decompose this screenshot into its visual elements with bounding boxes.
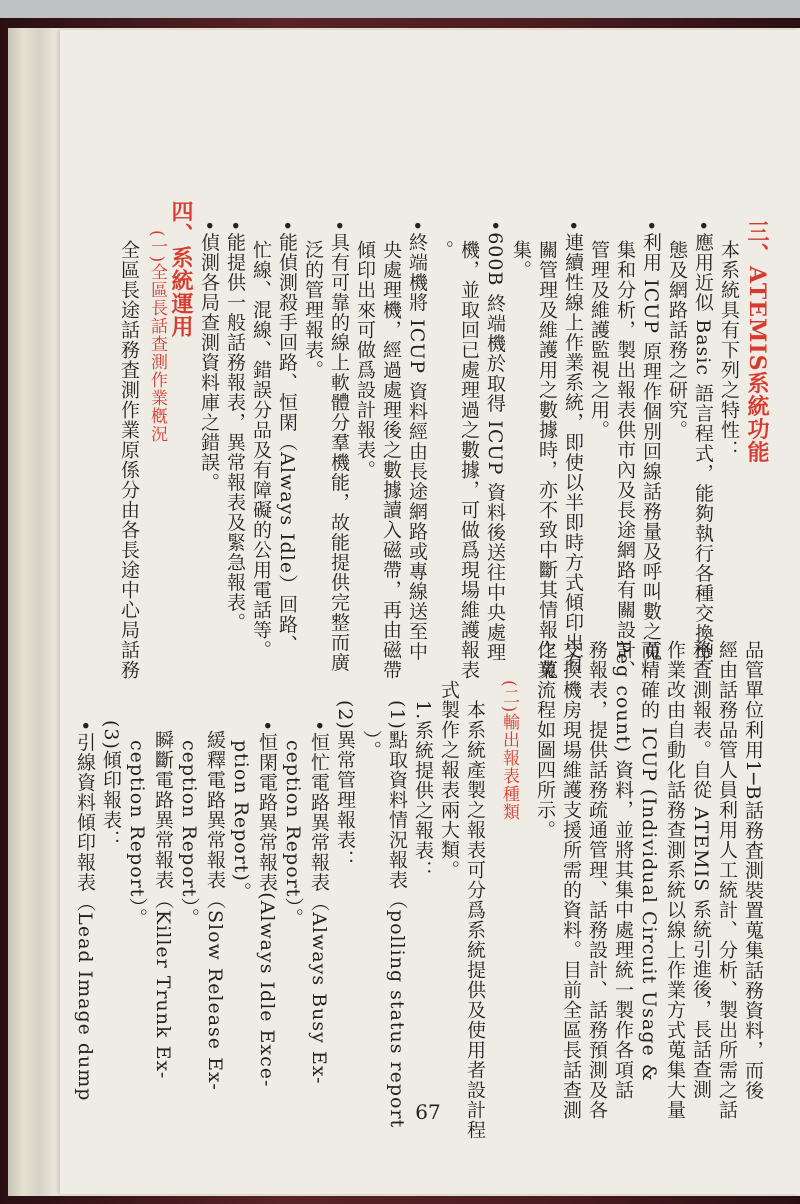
text-column: ）。 — [360, 730, 382, 761]
subsection1-heading: (一)全區長話查測作業槪況 — [147, 230, 167, 444]
text-column: •連續性線上作業系統，即使以半即時方式傾印出有 — [562, 220, 584, 673]
text-column: 機，並取回已處理過之數據，可做爲現場維護報表 — [458, 240, 480, 680]
text-column: 務査測報表。自從 ATEMIS 系統引進後，長話查測 — [690, 640, 712, 1100]
page-number: 67 — [415, 1100, 441, 1124]
text-column: 本系統產製之報表可分爲系統提供及使用者設計程 — [464, 700, 486, 1140]
text-column: 式製作之報表兩大類。 — [438, 680, 460, 880]
text-column: 集。 — [510, 240, 532, 280]
text-column: •引線資料傾印報表（Lead Image dump — [74, 720, 96, 1102]
book-page — [60, 30, 800, 1194]
section3-heading: 三、ATEMIS系統功能 — [744, 220, 770, 464]
text-column: 緩釋電路異常報表（Slow Release Ex- — [204, 730, 226, 1091]
text-column: 。 — [432, 240, 454, 260]
text-column: •具有可靠的線上軟體分羣機能，故能提供完整而廣 — [328, 220, 350, 673]
text-column: 泛的管理報表。 — [302, 240, 324, 380]
text-column: •能提供一般話務報表，異常報表及緊急報表。 — [224, 220, 246, 633]
text-column: (3)傾印報表： — [100, 720, 122, 850]
text-column: 1.系統提供之報表： — [412, 700, 434, 881]
text-column: •終端機將 ICUP 資料經由長途網路或專線送至中 — [406, 220, 428, 662]
text-column: 經由話務品管人員利用人工統計、分析、製出所需之話 — [716, 640, 738, 1120]
text-column: 作業改由自動化話務查測系統以線上作業方式蒐集大量 — [664, 640, 686, 1120]
text-column: 全區長途話務査測作業原係分由各長途中心局話務 — [118, 240, 140, 680]
text-column: •恒忙電路異常報表（Always Busy Ex- — [308, 720, 330, 1085]
text-column: 管理及維護監視之用。 — [588, 240, 610, 440]
text-column: •利用 ICUP 原理作個別回線話務量及呼叫數之蒐 — [640, 220, 662, 662]
text-column: (1)點取資料情況報表（polling status report — [386, 700, 408, 1129]
text-column: ception Report）。 — [126, 740, 148, 928]
subsection2-heading: (二)輸出報表種類 — [499, 680, 519, 822]
text-column: ception Report）。 — [282, 740, 304, 928]
text-column: 集和分析，製出報表供市內及長途網路有關設計、 — [614, 240, 636, 680]
text-column: Peg count) 資料，並將其集中處理統一製作各項話 — [612, 640, 634, 1101]
text-column: 作業流程如圖四所示。 — [534, 640, 556, 840]
text-column: ption Report)。 — [230, 740, 252, 902]
text-column: 忙線、混線、錯誤分品及有障礙的公用電話等。 — [250, 240, 272, 660]
text-column: 態及網路話務之研究。 — [666, 240, 688, 440]
text-column: (2)異常管理報表： — [334, 700, 356, 870]
text-column: ception Report）。 — [178, 740, 200, 928]
text-column: 瞬斷電路異常報表（Killer Trunk Ex- — [152, 730, 174, 1080]
text-column: 傾印出來可做爲設計報表。 — [354, 240, 376, 480]
text-column: 交換機房現場維護支援所需的資料。目前全區長話查測 — [560, 640, 582, 1120]
text-column: •600B 終端機於取得 ICUP 資料後送往中央處理 — [484, 220, 506, 663]
text-column: 關管理及維護用之數據時，亦不致中斷其情報之蒐 — [536, 240, 558, 680]
text-column: •應用近似 Basic 語言程式，能夠執行各種交換型 — [692, 220, 714, 664]
text-column: 而精確的 ICUP (Individual Circuit Usage & — [638, 640, 660, 1082]
text-column: •能偵測殺手回路、恒閑（Always Idle）回路、 — [276, 220, 298, 655]
section4-heading: 四、系統運用 — [168, 200, 194, 338]
text-column: 品管單位利用1─B話務査測裝置蒐集話務資料，而後 — [742, 640, 764, 1101]
text-column: 務報表，提供話務疏通管理、話務設計、話務預測及各 — [586, 640, 608, 1120]
text-column: •偵測各局查測資料庫之錯誤。 — [198, 220, 220, 493]
text-column: 央處理機，經過處理後之數據讀入磁帶，再由磁帶 — [380, 240, 402, 680]
text-column: 本系統具有下列之特性： — [718, 240, 740, 460]
text-column: •恒閑電路異常報表(Always Idle Exce- — [256, 720, 278, 1088]
